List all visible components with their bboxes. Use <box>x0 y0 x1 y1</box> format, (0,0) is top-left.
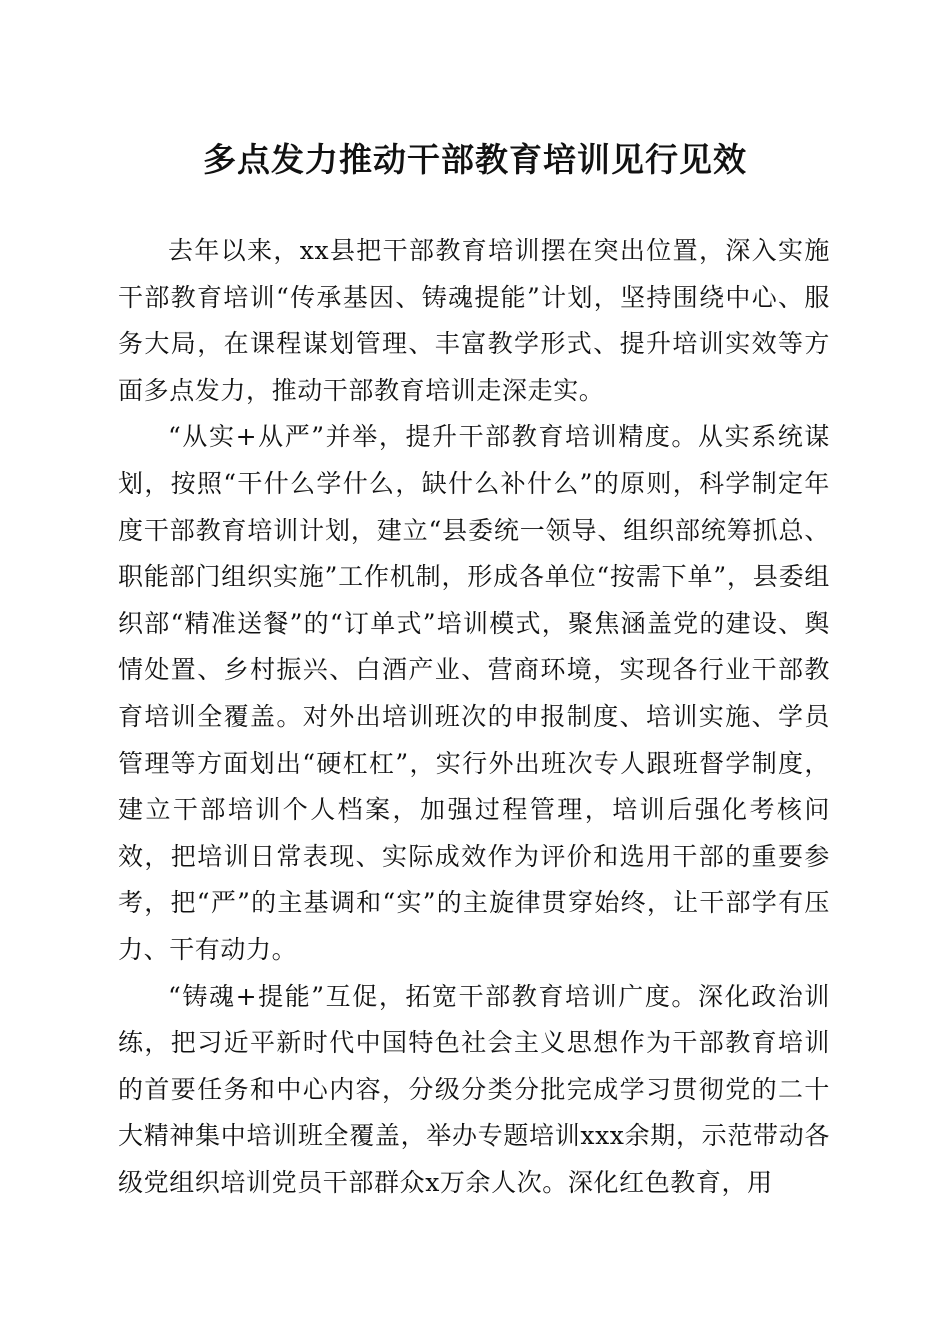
paragraph-section-2: “铸魂+提能”互促，拓宽干部教育培训广度。深化政治训练，把习近平新时代中国特色社会主义思想作为干部教育培训的首要任务和中心内容，分级分类分批完成学习贯彻党的二十大精神集中培训班全覆盖，举办专题培训xxx余期，示范带动各级党组织培训党员干部群众x万余人次。深化红色教育，用 <box>118 981 830 1197</box>
paragraph-section-1: “从实+从严”并举，提升干部教育培训精度。从实系统谋划，按照“干什么学什么，缺什么补什么”的原则，科学制定年度干部教育培训计划，建立“县委统一领导、组织部统筹抓总、职能部门组织实施”工作机制，形成各单位“按需下单”，县委组织部“精准送餐”的“订单式”培训模式，聚焦涵盖党的建设、舆情处置、乡村振兴、白酒产业、营商环境，实现各行业干部教育培训全覆盖。对外出培训班次的申报制度、培训实施、学员管理等方面划出“硬杠杠”，实行外出班次专人跟班督学制度，建立干部培训个人档案，加强过程管理，培训后强化考核问效，把培训日常表现、实际成效作为评价和选用干部的重要参考，把“严”的主基调和“实”的主旋律贯穿始终，让干部学有压力、干有动力。 <box>118 422 830 964</box>
document-body <box>118 228 830 1206</box>
paragraph-intro: 去年以来，xx县把干部教育培训摆在突出位置，深入实施干部教育培训“传承基因、铸魂提能”计划，坚持围绕中心、服务大局，在课程谋划管理、丰富教学形式、提升培训实效等方面多点发力，推动干部教育培训走深走实。 <box>118 236 830 405</box>
document-title: 多点发力推动干部教育培训见行见效 <box>203 140 747 179</box>
